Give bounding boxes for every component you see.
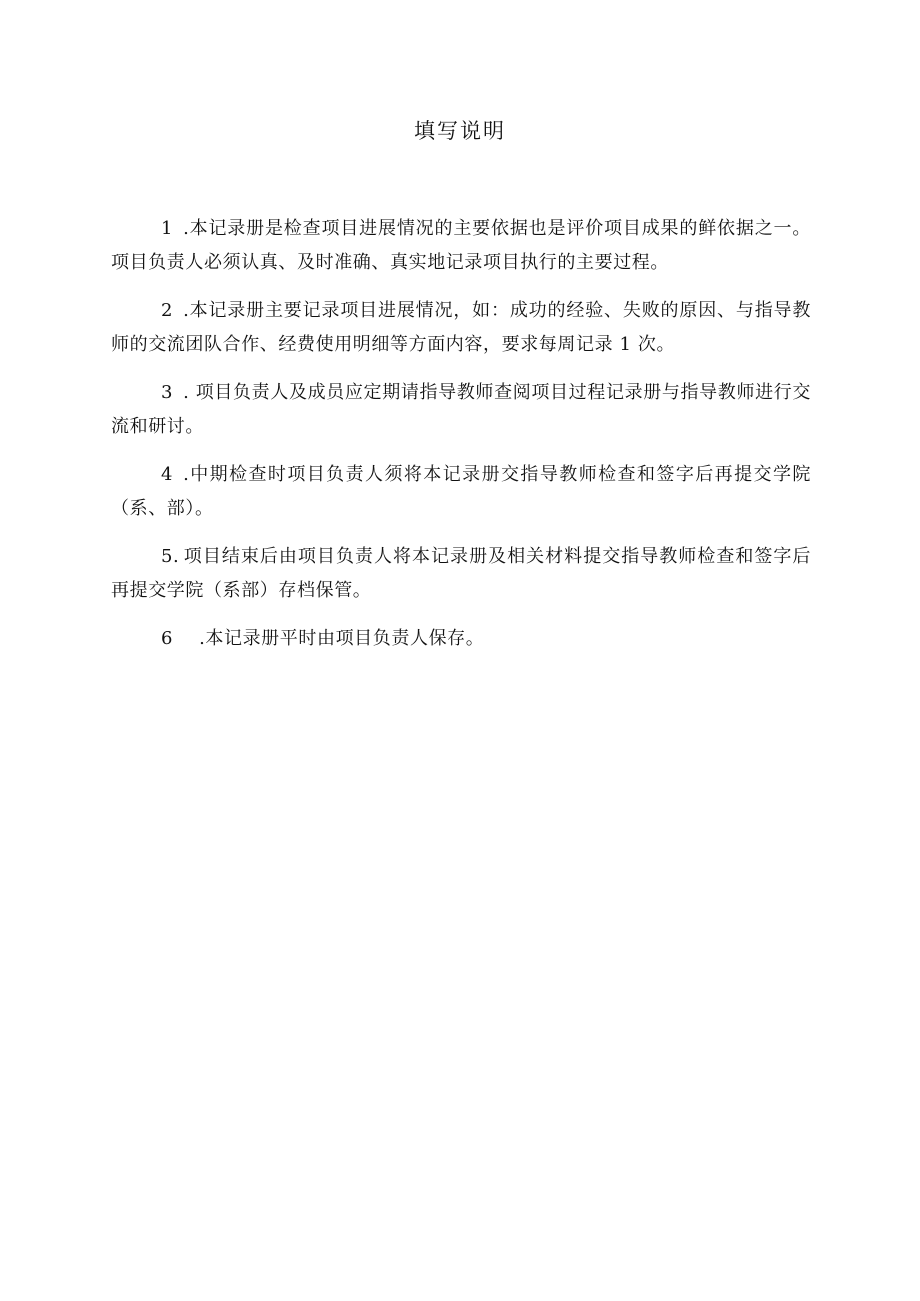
item-text: .本记录册平时由项目负责人保存。 [199, 628, 485, 649]
item-text: . 项目负责人及成员应定期请指导教师查阅项目过程记录册与指导教师进行交流和研讨。 [111, 382, 811, 437]
item-number: 1 [161, 218, 174, 239]
instruction-item-3 [111, 376, 811, 444]
item-number: 5. [161, 546, 180, 567]
item-text: .本记录册是检查项目进展情况的主要依据也是评价项目成果的鲜依据之一。项目负责人必须认真、及时准确、真实地记录项目执行的主要过程。 [111, 218, 811, 273]
item-number: 4 [161, 464, 174, 485]
item-number: 2 [161, 300, 174, 321]
document-title: 填写说明 [414, 119, 506, 143]
item-text: 项目结束后由项目负责人将本记录册及相关材料提交指导教师检查和签字后再提交学院（系部）存档保管。 [111, 546, 811, 601]
instruction-item-2 [111, 294, 811, 362]
instruction-item-5 [111, 540, 811, 608]
instruction-item-6 [111, 622, 811, 656]
item-text: .中期检查时项目负责人须将本记录册交指导教师检查和签字后再提交学院（系、部）。 [111, 464, 811, 519]
item-number: 6 [161, 628, 174, 649]
item-number: 3 [161, 382, 174, 403]
item-text: .本记录册主要记录项目进展情况，如：成功的经验、失败的原因、与指导教师的交流团队合作、经费使用明细等方面内容，要求每周记录 1 次。 [111, 300, 811, 355]
instruction-item-4 [111, 458, 811, 526]
instruction-item-1 [111, 212, 811, 280]
instruction-list [111, 212, 811, 670]
